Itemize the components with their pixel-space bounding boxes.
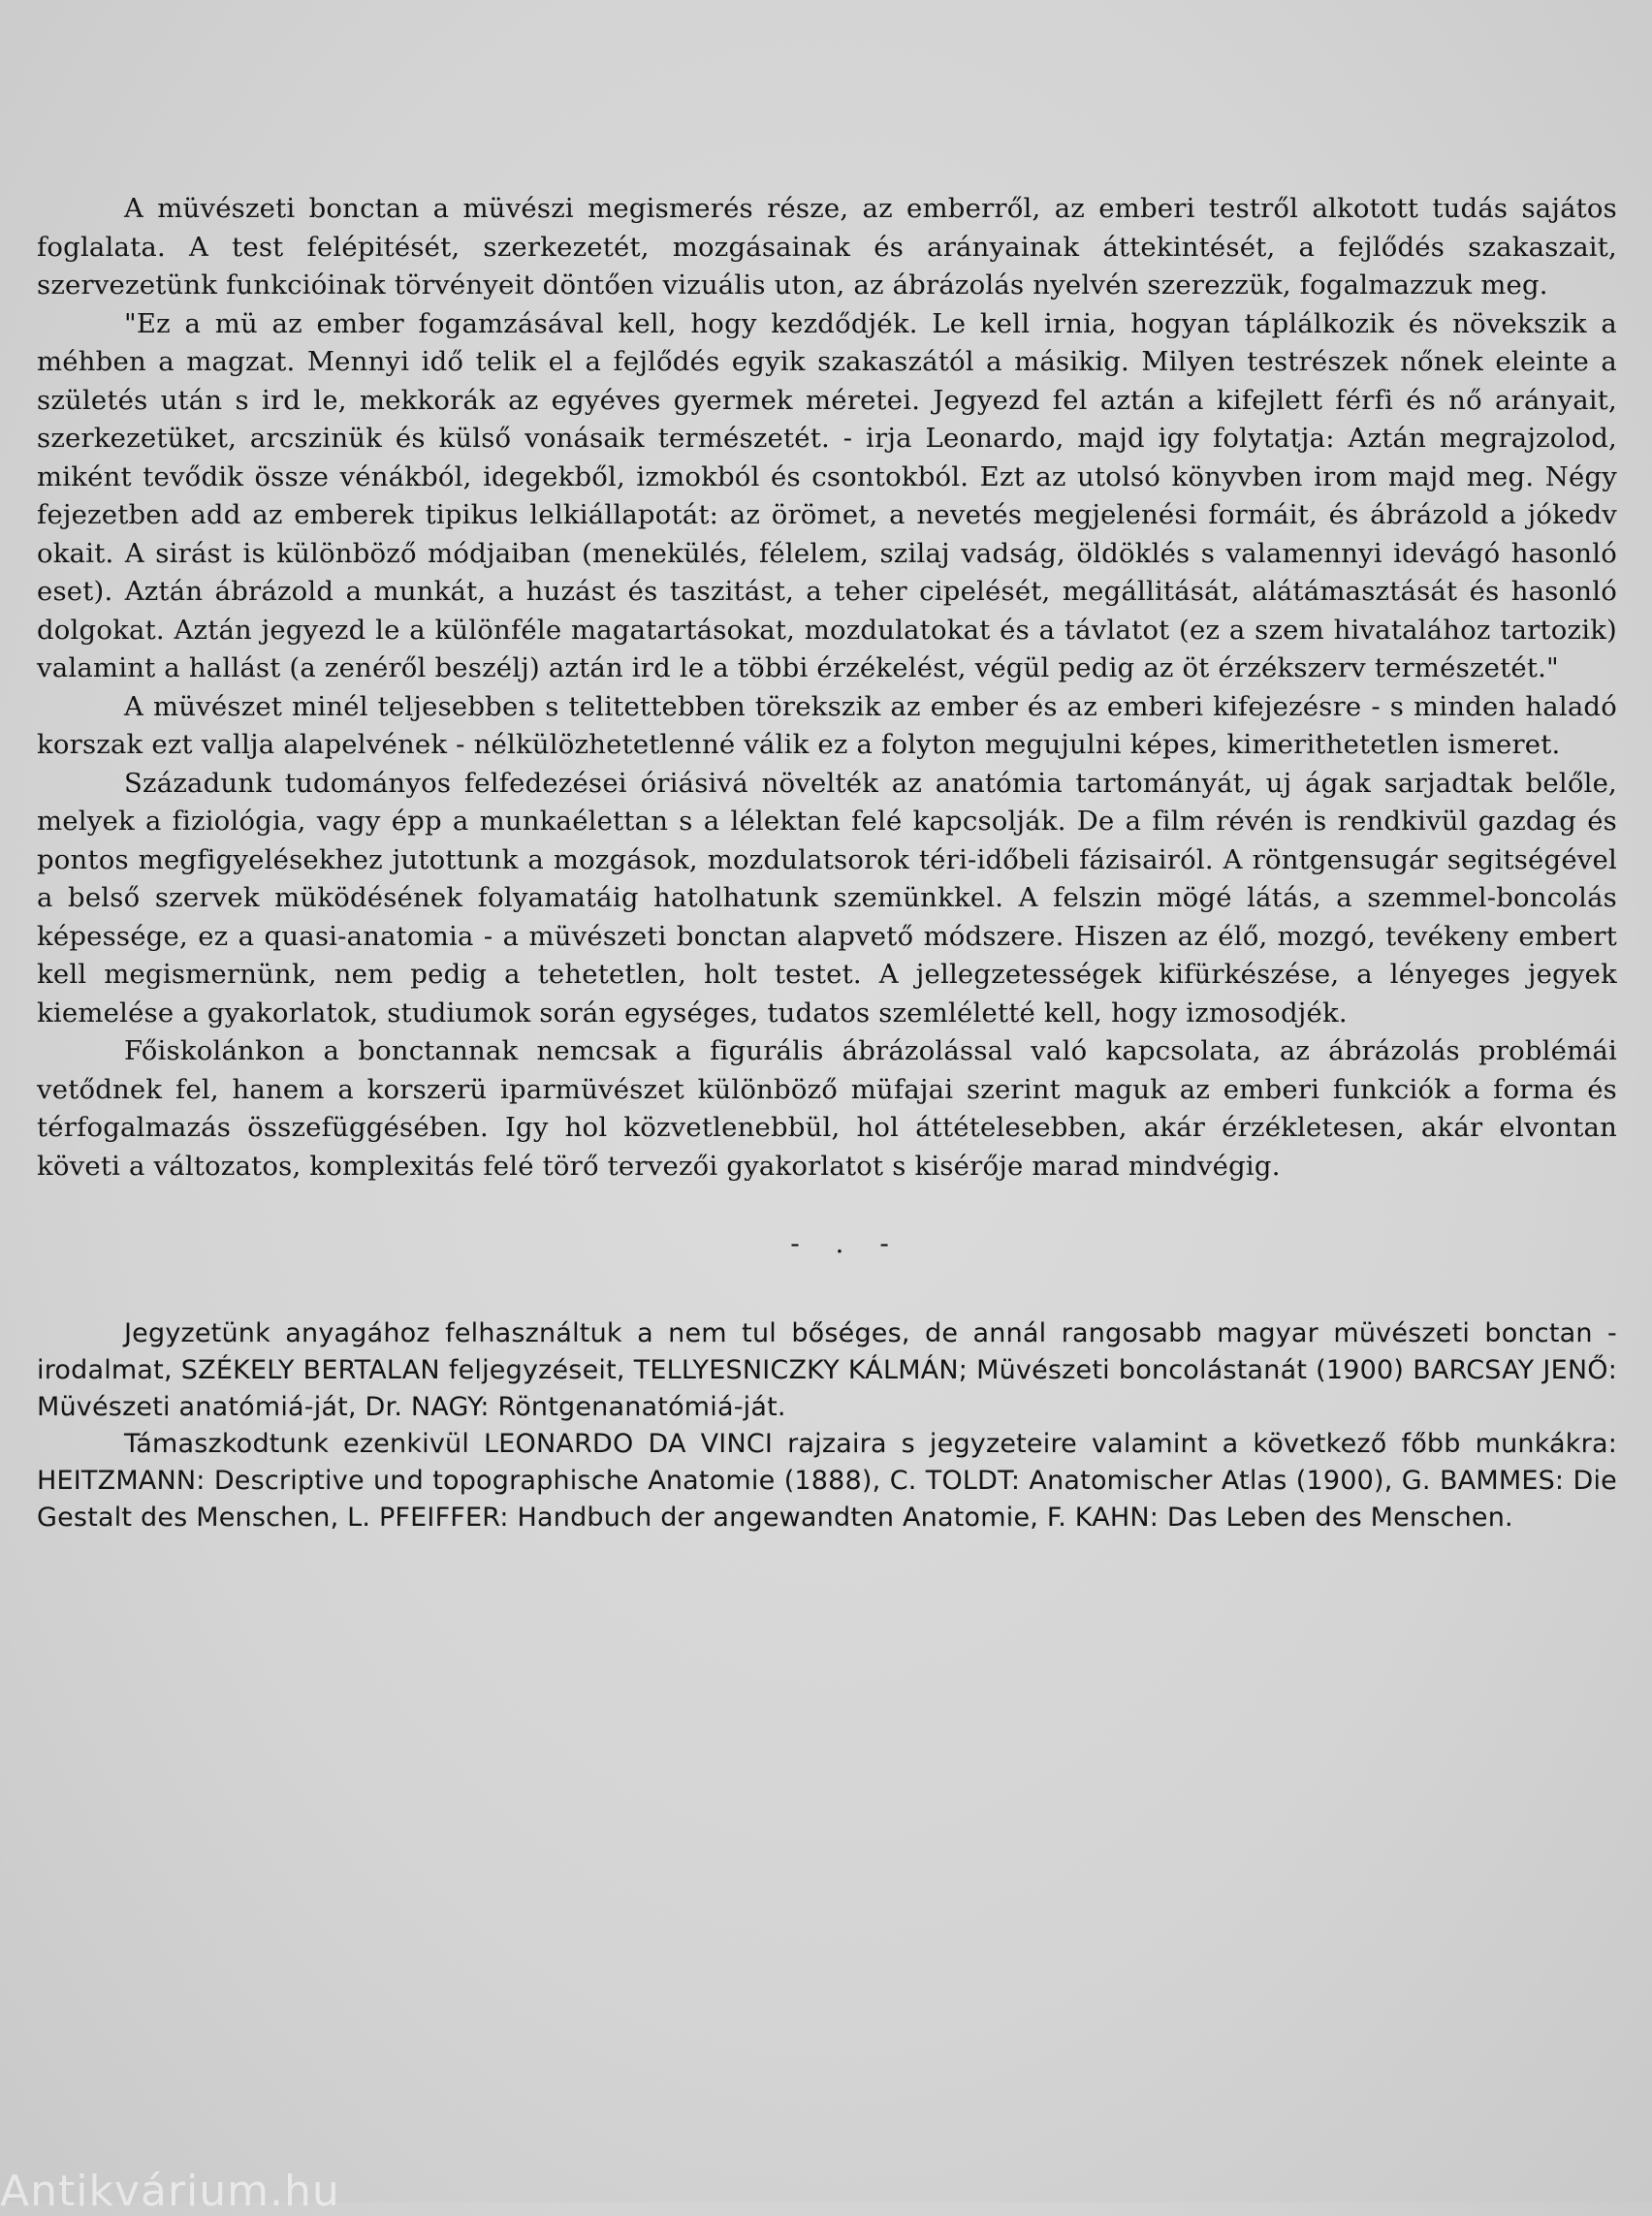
notes-paragraph-references: Támaszkodtunk ezenkivül LEONARDO DA VINCI rajzaira s jegyzeteire valamint a következő főbb munkákra: HEITZMANN: Descriptive und topographische Anatomie (1888), C. TOLDT: Anatomischer Atlas (1900), G. BAMMES: Die Gestalt des Menschen, L. PFEIFFER: Handbuch der angewandten Anatomie, F. KAHN: Das Leben des Menschen. [37,1428,1617,1533]
body-paragraph-art: A müvészet minél teljesebben s telitettebben törekszik az ember és az emberi kifejezésre - s minden haladó korszak ezt vallja alapelvének - nélkülözhetetlenné válik ez a folyton megujulni képes, kimerithetetlen ismeret. [37,690,1617,760]
bibliography-notes [37,1315,1617,1536]
body-paragraph-century: Századunk tudományos felfedezései óriásivá növelték az anatómia tartományát, uj ágak sarjadtak belőle, melyek a fiziológia, vagy épp a munkaélettan s a lélektan felé kapcsolják. De a film révén is rendkivül gazdag és pontos megfigyelésekhez jutottunk a mozgások, mozdulatsorok téri-időbeli fázisairól. A röntgensugár segitségével a belső szervek müködésének folyamatáig hatolhatunk szemünkkel. A felszin mögé látás, a szemmel-boncolás képessége, ez a quasi-anatomia - a müvészeti bonctan alapvető módszere. Hiszen az élő, mozgó, tevékeny embert kell megismernünk, nem pedig a tehetetlen, holt testet. A jellegzetességek kifürkészése, a lényeges jegyek kiemelése a gyakorlatok, studiumok során egységes, tudatos szemléletté kell, hogy izmosodjék. [37,767,1617,1029]
body-paragraph-intro: A müvészeti bonctan a müvészi megismerés része, az emberről, az emberi testről alkotott tudás sajátos foglalata. A test felépitését, szerkezetét, mozgásainak és arányainak áttekintését, a fejlődés szakaszait, szervezetünk funkcióinak törvényeit döntően vizuális uton, az ábrázolás nyelvén szerezzük, fogalmazzuk meg. [37,193,1617,301]
document-page [37,190,1617,1536]
body-paragraph-leonardo-quote: "Ez a mü az ember fogamzásával kell, hogy kezdődjék. Le kell irnia, hogyan táplálkozik és növekszik a méhben a magzat. Mennyi idő telik el a fejlődés egyik szakaszától a másikig. Milyen testrészek nőnek eleinte a születés után s ird le, mekkorák az egyéves gyermek méretei. Jegyezd fel aztán a kifejlett férfi és nő arányait, szerkezetüket, arcszinük és külső vonásaik természetét. - irja Leonardo, majd igy folytatja: Aztán megrajzolod, miként tevődik össze vénákból, idegekből, izmokból és csontokból. Ezt az utolsó könyvben irom majd meg. Négy fejezetben add az emberek tipikus lelkiállapotát: az örömet, a nevetés megjelenési formáit, és ábrázold a jókedv okait. A sirást is különböző módjaiban (menekülés, félelem, szilaj vadság, öldöklés s valamennyi idevágó hasonló eset). Aztán ábrázold a munkát, a huzást és taszitást, a teher cipelését, megállitását, alátámasztását és hasonló dolgokat. Aztán jegyezd le a különféle magatartásokat, mozdulatokat és a távlatot (ez a szem hivatalához tartozik) valamint a hallást (a zenéről beszélj) aztán ird le a többi érzékelést, végül pedig az öt érzékszerv természetét." [37,307,1617,683]
watermark-text: Antikvárium.hu [0,2167,340,2216]
section-separator: - . - [790,1227,903,1259]
notes-paragraph-sources: Jegyzetünk anyagához felhasználtuk a nem tul bőséges, de annál rangosabb magyar müvészeti bonctan - irodalmat, SZÉKELY BERTALAN feljegyzéseit, TELLYESNICZKY KÁLMÁN; Müvészeti boncolástanát (1900) BARCSAY JENŐ: Müvészeti anatómiá-ját, Dr. NAGY: Röntgenanatómiá-ját. [37,1317,1617,1422]
body-paragraph-college: Főiskolánkon a bonctannak nemcsak a figurális ábrázolással való kapcsolata, az ábrázolás problémái vetődnek fel, hanem a korszerü iparmüvészet különböző müfajai szerint maguk az emberi funkciók a forma és térfogalmazás összefüggésében. Igy hol közvetlenebbül, hol áttételesebben, akár érzékletesen, akár elvontan követi a változatos, komplexitás felé törő tervezői gyakorlatot s kisérője marad mindvégig. [37,1035,1617,1182]
